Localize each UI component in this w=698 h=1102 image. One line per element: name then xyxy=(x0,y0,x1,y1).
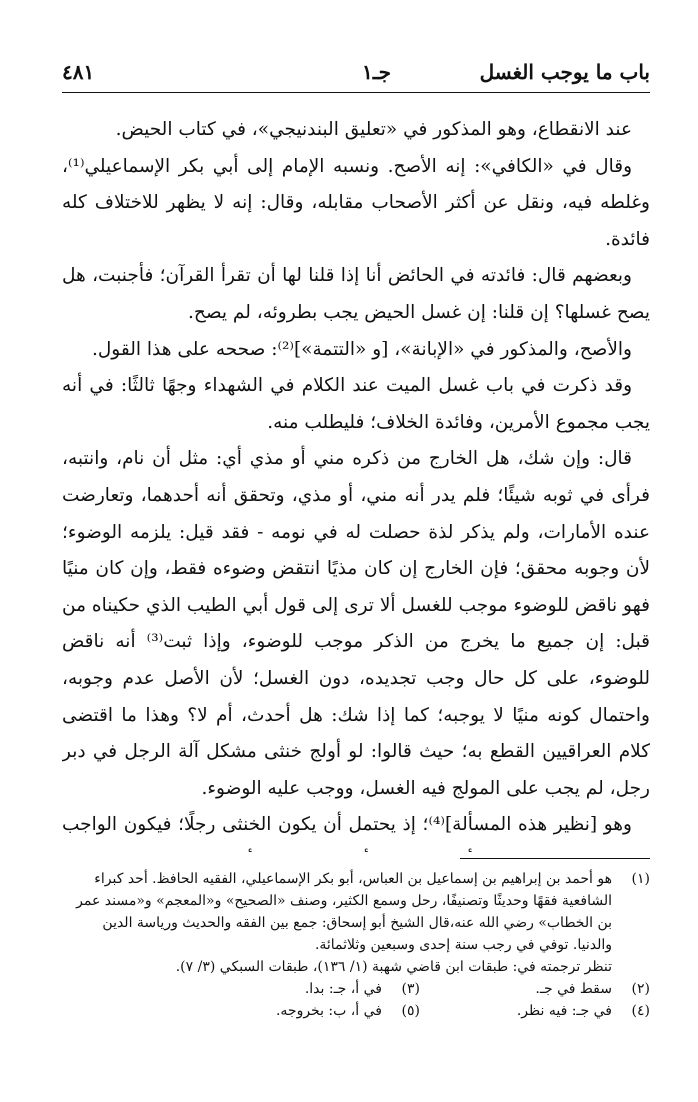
paragraph: وهو [نظير هذه المسألة]⁽⁴⁾؛ إذ يحتمل أن يكون الخنثى رجلًا؛ فيكون الواجب xyxy=(62,814,632,836)
footnote-number: (٥) xyxy=(401,1003,420,1019)
chapter-title: باب ما يوجب الغسل xyxy=(479,60,650,84)
footnote-5 xyxy=(276,1000,420,1022)
footnote-rule xyxy=(460,858,650,859)
paragraph: وقال في «الكافي»: إنه الأصح. ونسبه الإمام إلى أبي بكر الإسماعيلي⁽¹⁾، وغلطه فيه، ونقل عن أكثر الأصحاب مقابله، وقال: إنه لا يظهر للاختلاف كله فائدة. xyxy=(62,155,650,250)
footnote-2 xyxy=(535,978,650,1000)
paragraph: والأصح، والمذكور في «الإبانة»، [و «التتمة»]⁽²⁾: صححه على هذا القول. xyxy=(91,338,632,360)
footnote-row xyxy=(62,978,650,1000)
running-header xyxy=(62,56,650,90)
volume-label: جـ۱ xyxy=(362,60,391,84)
footnote-number: (٤) xyxy=(631,1003,650,1019)
footnote-text: في أ، جـ: بدا. xyxy=(304,981,382,997)
main-text xyxy=(62,112,650,852)
footnote-text: في أ، ب: بخروجه. xyxy=(275,1003,382,1019)
footnote-number: (١) xyxy=(631,871,650,887)
footnote-text: في جـ: فيه نظر. xyxy=(516,1003,612,1019)
footnote-number: (٢) xyxy=(631,981,650,997)
footnote-row xyxy=(62,1000,650,1022)
header-rule xyxy=(62,92,650,93)
paragraph: عند الانقطاع، وهو المذكور في «تعليق البندنيجي»، في كتاب الحيض. xyxy=(115,119,632,140)
footnote-number: (٣) xyxy=(401,981,420,997)
paragraph: وقد ذكرت في باب غسل الميت عند الكلام في الشهداء وجهًا ثالثًا: في أنه يجب مجموع الأمرين، وفائدة الخلاف؛ فليطلب منه. xyxy=(62,375,650,433)
paragraph: قال: وإن شك، هل الخارج من ذكره مني أو مذي أي: مثل أن نام، وانتبه، فرأى في ثوبه شيئًا؛ فلم يدر أنه مني، أو مذي، وتحقق أنه أحدهما، وتعارضت عنده الأمارات، ولم يذكر لذة حصلت له في نومه - فقد قيل: يلزمه الوضوء؛ لأن وجوبه محقق؛ فإن الخارج إن كان مذيًا انتقض وضوءه فقط، وإن كان منيًا فهو ناقض للوضوء موجب للغسل ألا ترى إلى قول أبي الطيب الذي حكيناه من قبل: إن جميع ما يخرج من الذكر موجب للوضوء، وإذا ثبت⁽³⁾ أنه ناقض للوضوء، على كل حال وجب تجديده، دون الغسل؛ لأن الأصل عدم وجوبه، واحتمال كونه منيًا لا يوجبه؛ كما إذا شك: هل أحدث، أم لا؟ وهذا ما اقتضى كلام العراقيين القطع به؛ حيث قالوا: لو أولج خنثى مشكل آلة الرجل في دبر رجل، لم يجب على المولج فيه الغسل، ووجب عليه الوضوء. xyxy=(62,448,650,799)
footnote-3 xyxy=(305,978,420,1000)
footnotes xyxy=(62,868,650,1078)
footnote-1 xyxy=(62,868,650,978)
footnote-4 xyxy=(517,1000,650,1022)
footnote-text: سقط في جـ. xyxy=(535,981,612,997)
paragraph: وبعضهم قال: فائدته في الحائض أنا إذا قلنا لها أن تقرأ القرآن؛ فأجنبت، هل يصح غسلها؟ إن قلنا: إن غسل الحيض يجب بطروئه، لم يصح. xyxy=(62,265,650,323)
page-number: ٤٨١ xyxy=(62,60,95,84)
footnote-text: تنظر ترجمته في: طبقات ابن قاضي شهبة (١/ ١٣٦)، طبقات السبكي (٣/ ٧). xyxy=(175,959,612,975)
footnote-text: هو أحمد بن إبراهيم بن إسماعيل بن العباس، أبو بكر الإسماعيلي، الفقيه الحافظ. أحد كبراء الشافعية فقهًا وحديثًا وتصنيفًا، رحل وسمع الكثير، وصنف «الصحيح» و«المعجم» و«مسند عمر بن الخطاب» رضي الله عنه،قال الشيخ أبو إسحاق: جمع بين الفقه والحديث ورياسة الدين والدنيا. توفي في رجب سنة إحدى وسبعين وثلاثمائة. xyxy=(76,871,612,953)
